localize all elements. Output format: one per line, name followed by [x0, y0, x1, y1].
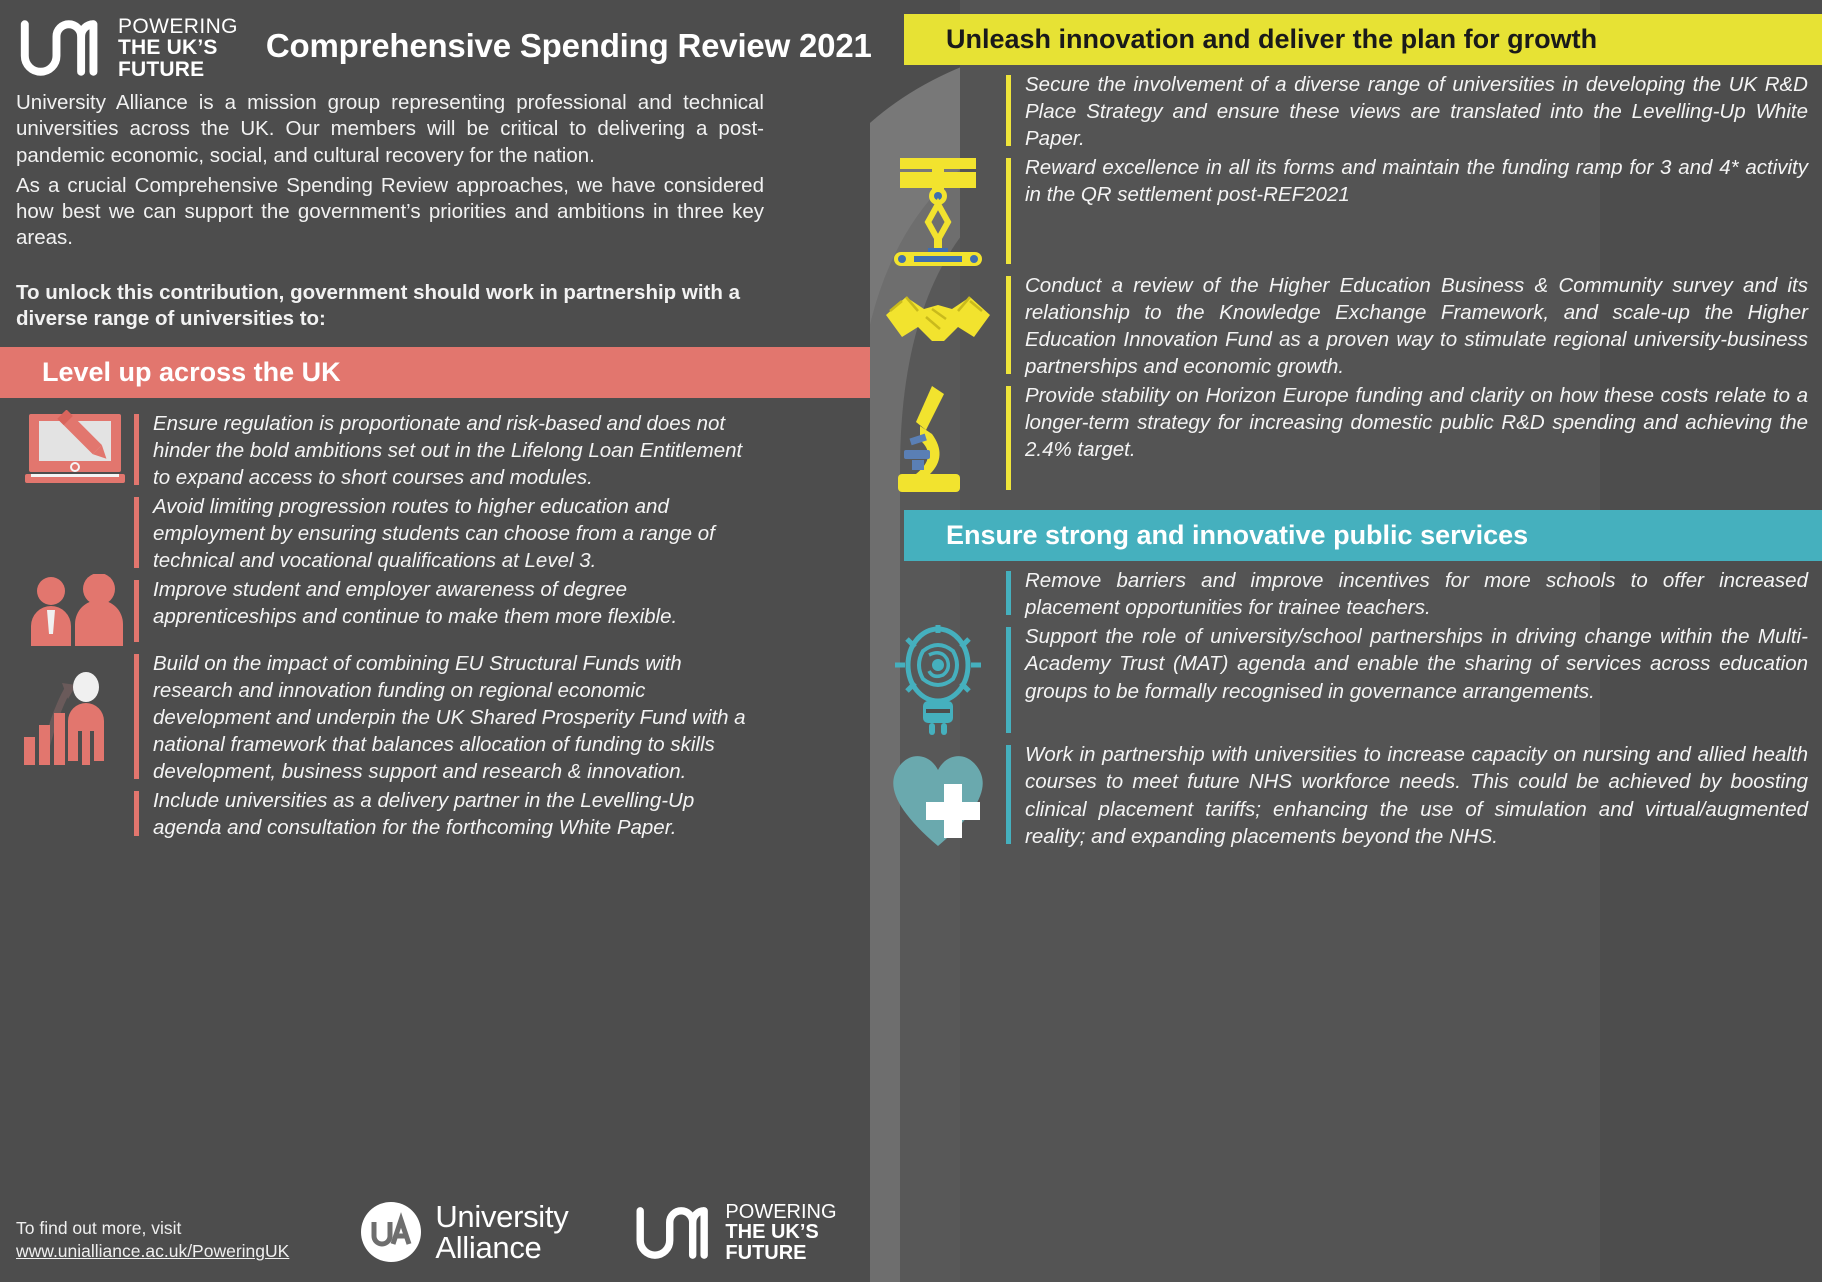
- accent-rule: [134, 654, 139, 779]
- brand-line-1: POWERING: [118, 15, 238, 38]
- footer-brand-line-2: THE UK’S: [725, 1221, 819, 1244]
- list-item: [0, 491, 870, 574]
- brand-line-2: THE UK’S: [118, 36, 218, 60]
- list-item: [870, 270, 1822, 380]
- accent-rule: [134, 580, 139, 642]
- ua-name-line-2: Alliance: [435, 1230, 542, 1265]
- accent-rule: [134, 414, 139, 485]
- accent-rule: [134, 791, 139, 835]
- intro-block: [0, 84, 870, 333]
- ua-name-line-1: University: [435, 1199, 569, 1234]
- level-up-item-list: [0, 398, 870, 842]
- section-header-level-up: Level up across the UK: [0, 347, 870, 398]
- list-item: [0, 648, 870, 785]
- right-column: [870, 0, 1822, 1282]
- tablet-pencil-icon: [16, 410, 134, 488]
- ua-roundel-icon: [359, 1200, 423, 1264]
- brand-header: [0, 0, 870, 84]
- list-item: [870, 152, 1822, 270]
- accent-rule: [1006, 386, 1011, 490]
- list-item-text: Support the role of university/school partnerships in driving change within the Multi-Academy Trust (MAT) agenda and enable the sharing of services across education groups to be formally recognised in governance arrangements.: [1025, 625, 1808, 703]
- intro-call-to-action: To unlock this contribution, government should work in partnership with a diverse range of universities to:: [16, 280, 740, 331]
- list-item-text: Reward excellence in all its forms and maintain the funding ramp for 3 and 4* activity in the QR settlement post-REF2021: [1025, 156, 1808, 207]
- lightbulb-brain-icon: [870, 621, 1006, 739]
- list-item-text: Include universities as a delivery partner in the Levelling-Up agenda and consultation for the forthcoming White Paper.: [153, 789, 695, 840]
- list-item-text: Work in partnership with universities to increase capacity on nursing and allied health courses to meet future NHS workforce needs. This could be achieved by boosting clinical placement tariffs; enhancing the use of simulation and virtual/augmented reality; and expanding placements beyond the NHS.: [1025, 743, 1808, 848]
- list-item-text: Conduct a review of the Higher Education Business & Community survey and its relationship to the Knowledge Exchange Framework, and scale-up the Higher Education Innovation Fund as a proven way to stimulate regional university-business partnerships and economic growth.: [1025, 274, 1808, 379]
- find-out-more-block: [16, 1217, 289, 1264]
- two-people-icon: [16, 574, 134, 648]
- accent-rule: [1006, 276, 1011, 374]
- brand-line-3: FUTURE: [118, 57, 205, 81]
- list-item-text: Ensure regulation is proportionate and risk-based and does not hinder the bold ambitions set out in the Lifelong Loan Entitlement to expand access to short courses and modules.: [153, 411, 743, 489]
- un-loop-logo-icon: [16, 17, 104, 79]
- accent-rule: [1006, 75, 1011, 146]
- page-title: Comprehensive Spending Review 2021: [265, 27, 872, 65]
- find-out-more-label: To find out more, visit: [16, 1217, 182, 1238]
- list-item-text: Improve student and employer awareness of degree apprenticeships and continue to make them more flexible.: [153, 578, 678, 629]
- unialliance-url-link[interactable]: www.unialliance.ac.uk/PoweringUK: [16, 1241, 290, 1262]
- robot-arm-icon: [870, 152, 1006, 270]
- accent-rule: [1006, 627, 1011, 733]
- accent-rule: [134, 497, 139, 568]
- heart-cross-icon: [870, 740, 1006, 850]
- accent-rule: [1006, 158, 1011, 264]
- list-item-text: Build on the impact of combining EU Structural Funds with research and innovation funding on regional economic development and underpin the UK Shared Prosperity Fund with a national framework that balances allocation of funding to skills development, business support and research & innovation.: [153, 652, 746, 784]
- list-item: [870, 380, 1822, 496]
- microscope-icon: [870, 380, 1006, 496]
- list-item: [870, 739, 1822, 849]
- list-item-text: Avoid limiting progression routes to higher education and employment by ensuring students can choose from a range of technical and vocational qualifications at Level 3.: [153, 495, 715, 573]
- powering-uk-future-logo: [632, 1202, 836, 1264]
- list-item: [0, 574, 870, 648]
- list-item-text: Secure the involvement of a diverse range of universities in developing the UK R&D Place Strategy and ensure these views are translated into the Levelling-Up White Paper.: [1025, 73, 1808, 151]
- university-alliance-logo: [359, 1200, 568, 1264]
- footer-brand-line-3: FUTURE: [725, 1242, 807, 1265]
- section-header-unleash-innovation: Unleash innovation and deliver the plan for growth: [904, 14, 1822, 65]
- accent-rule: [1006, 745, 1011, 843]
- handshake-icon: [870, 287, 1006, 363]
- list-item: [870, 565, 1822, 621]
- list-item: [870, 69, 1822, 152]
- list-item: [0, 785, 870, 841]
- intro-paragraph-2: As a crucial Comprehensive Spending Review approaches, we have considered how best we can support the government’s priorities and ambitions in three key areas.: [16, 173, 764, 250]
- list-item-text: Provide stability on Horizon Europe funding and clarity on how these costs relate to a longer-term strategy for increasing domestic public R&D spending and achieving the 2.4% target.: [1025, 384, 1808, 462]
- list-item: [870, 621, 1822, 739]
- growth-chart-person-icon: [16, 665, 134, 769]
- public-services-item-list: [870, 561, 1822, 849]
- un-loop-logo-icon: [632, 1203, 714, 1263]
- left-column: [0, 0, 870, 1282]
- powering-wordmark: [725, 1202, 836, 1264]
- accent-rule: [1006, 571, 1011, 615]
- footer: [0, 1200, 870, 1282]
- intro-paragraph-1: University Alliance is a mission group representing professional and technical universities across the UK. Our members will be critical to delivering a post-pandemic economic, social, and cultural recovery for the nation.: [16, 91, 764, 167]
- footer-brand-line-1: POWERING: [725, 1200, 837, 1223]
- brand-wordmark: [118, 16, 238, 80]
- unleash-innovation-item-list: [870, 65, 1822, 496]
- list-item: [0, 408, 870, 491]
- section-header-public-services: Ensure strong and innovative public services: [904, 510, 1822, 561]
- ua-wordmark: [435, 1201, 568, 1263]
- list-item-text: Remove barriers and improve incentives for more schools to offer increased placement opportunities for trainee teachers.: [1025, 569, 1808, 620]
